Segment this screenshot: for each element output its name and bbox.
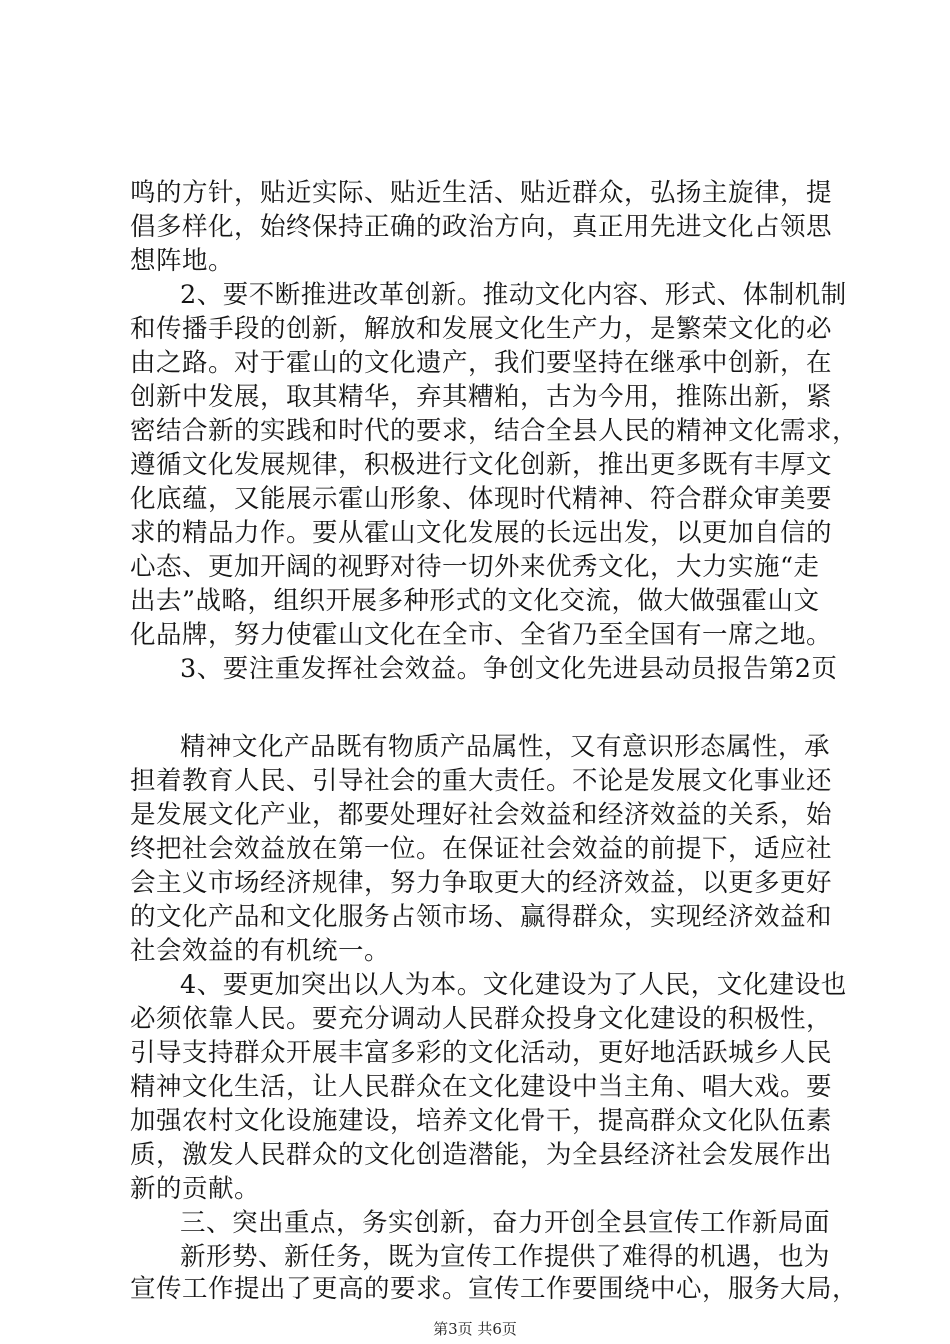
section-heading: 三、突出重点，务实创新，奋力开创全县宣传工作新局面: [180, 1208, 831, 1238]
text-line: 的文化产品和文化服务占领市场、赢得群众，实现经济效益和: [130, 902, 833, 932]
text-line: 终把社会效益放在第一位。在保证社会效益的前提下，适应社: [130, 834, 833, 864]
text-line: 求的精品力作。要从霍山文化发展的长远出发，以更加自信的: [130, 518, 833, 548]
text-line: 是发展文化产业，都要处理好社会效益和经济效益的关系，始: [130, 800, 833, 830]
paragraph-first-line: 精神文化产品既有物质产品属性，又有意识形态属性，承: [180, 732, 831, 762]
paragraph-first-line: 3、要注重发挥社会效益。争创文化先进县动员报告第2页: [180, 654, 838, 684]
text-line: 密结合新的实践和时代的要求，结合全县人民的精神文化需求，: [130, 416, 859, 446]
text-line: 由之路。对于霍山的文化遗产，我们要坚持在继承中创新，在: [130, 348, 833, 378]
text-line: 心态、更加开阔的视野对待一切外来优秀文化，大力实施“走: [130, 552, 820, 582]
text-line: 会主义市场经济规律，努力争取更大的经济效益，以更多更好: [130, 868, 833, 898]
paragraph-first-line: 新形势、新任务，既为宣传工作提供了难得的机遇，也为: [180, 1242, 831, 1272]
text-line: 遵循文化发展规律，积极进行文化创新，推出更多既有丰厚文: [130, 450, 833, 480]
text-line: 加强农村文化设施建设，培养文化骨干，提高群众文化队伍素: [130, 1106, 833, 1136]
paragraph-first-line: 2、要不断推进改革创新。推动文化内容、形式、体制机制: [180, 280, 847, 310]
text-line: 必须依靠人民。要充分调动人民群众投身文化建设的积极性，: [130, 1004, 833, 1034]
text-line: 引导支持群众开展丰富多彩的文化活动，更好地活跃城乡人民: [130, 1038, 833, 1068]
text-line: 担着教育人民、引导社会的重大责任。不论是发展文化事业还: [130, 766, 833, 796]
text-line: 和传播手段的创新，解放和发展文化生产力，是繁荣文化的必: [130, 314, 833, 344]
text-line: 质，激发人民群众的文化创造潜能，为全县经济社会发展作出: [130, 1140, 833, 1170]
text-line: 精神文化生活，让人民群众在文化建设中当主角、唱大戏。要: [130, 1072, 833, 1102]
text-line: 倡多样化，始终保持正确的政治方向，真正用先进文化占领思: [130, 212, 833, 242]
text-line: 宣传工作提出了更高的要求。宣传工作要围绕中心，服务大局，: [130, 1274, 859, 1304]
text-line: 鸣的方针，贴近实际、贴近生活、贴近群众，弘扬主旋律，提: [130, 178, 833, 208]
text-line: 想阵地。: [130, 246, 235, 276]
text-line: 化品牌，努力使霍山文化在全市、全省乃至全国有一席之地。: [130, 620, 833, 650]
text-line: 化底蕴，又能展示霍山形象、体现时代精神、符合群众审美要: [130, 484, 833, 514]
text-line: 新的贡献。: [130, 1174, 261, 1204]
page-footer: 第3页 共6页: [433, 1320, 517, 1338]
text-line: 出去”战略，组织开展多种形式的文化交流，做大做强霍山文: [130, 586, 820, 616]
text-line: 社会效益的有机统一。: [130, 936, 391, 966]
paragraph-first-line: 4、要更加突出以人为本。文化建设为了人民，文化建设也: [180, 970, 847, 1000]
text-line: 创新中发展，取其精华，弃其糟粕，古为今用，推陈出新，紧: [130, 382, 833, 412]
